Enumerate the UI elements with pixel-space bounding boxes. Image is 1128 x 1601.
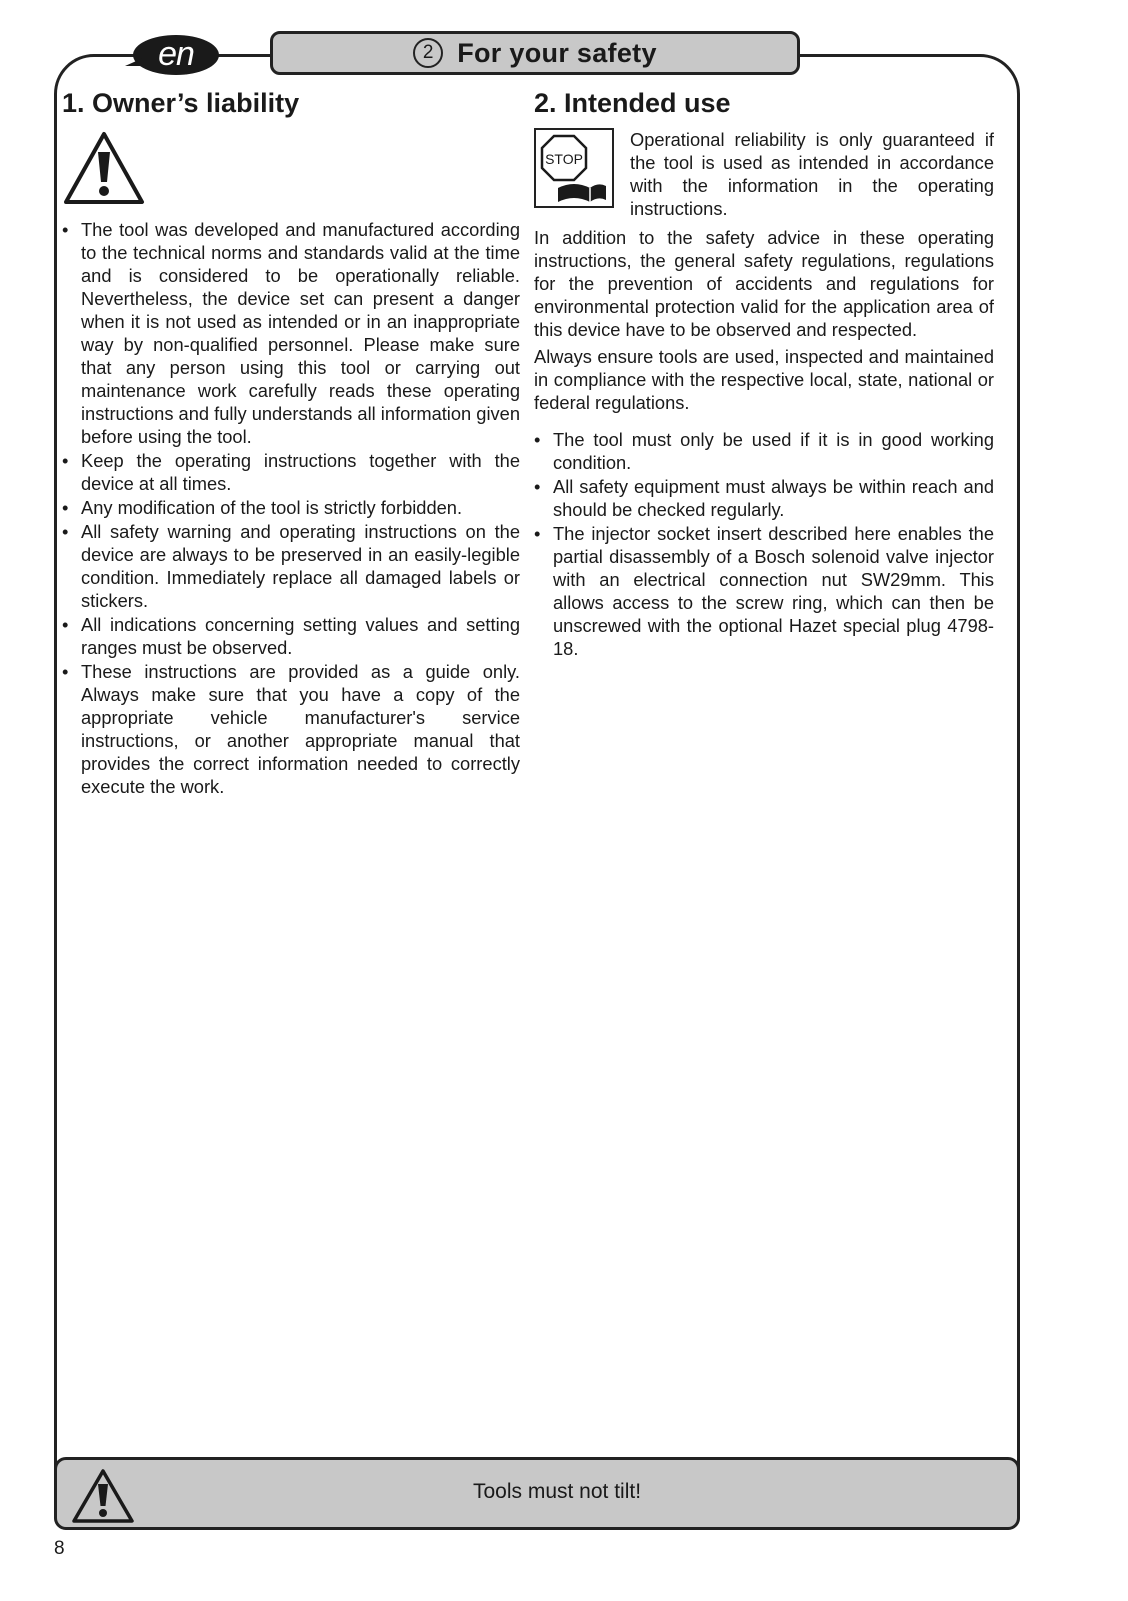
- section-title: For your safety: [457, 37, 657, 68]
- language-badge-tail: [125, 58, 143, 66]
- tilt-warning-bar: [54, 1457, 1020, 1530]
- list-item: • These instructions are provided as a guide only. Always make sure that you have a copy of the appropriate vehicle manufacturer's service instructions, or another appropriate manual that provides the correct information needed to correctly execute the work.: [62, 660, 520, 798]
- list-item: • The tool was developed and manufactured according to the technical norms and standards valid at the time and is considered to be operationally reliable. Nevertheless, the device set can present a danger when it is not used as intended or in an inappropriate way by non-qualified personnel. Please make sure that any person using this tool or carrying out maintenance work carefully reads these operating instructions and fully understands all information given before using the tool.: [62, 218, 520, 448]
- list-item: • The tool must only be used if it is in good working condition.: [534, 428, 994, 474]
- owners-liability-list: [62, 218, 520, 798]
- intended-use-paragraph: Always ensure tools are used, inspected and maintained in compliance with the respective local, state, national or federal regulations.: [534, 346, 994, 413]
- section-number: 2: [413, 38, 443, 68]
- warning-triangle-icon: [62, 130, 146, 206]
- stop-sign-icon: [536, 130, 612, 206]
- list-item: • All indications concerning setting values and setting ranges must be observed.: [62, 613, 520, 659]
- list-item: • Any modification of the tool is strictly forbidden.: [62, 496, 520, 519]
- stop-manual-icon: [534, 128, 614, 208]
- list-item: • All safety equipment must always be within reach and should be checked regularly.: [534, 475, 994, 521]
- right-column: [534, 88, 994, 661]
- list-item: • The injector socket insert described here enables the partial disassembly of a Bosch solenoid valve injector with an electrical connection nut SW29mm. This allows access to the screw ring, which can then be unscrewed with the optional Hazet special plug 4798-18.: [534, 522, 994, 660]
- language-code: en: [158, 35, 194, 73]
- intended-use-heading: 2. Intended use: [534, 88, 731, 118]
- tilt-warning-text: Tools must not tilt!: [472, 1480, 642, 1503]
- section-title-bar: [270, 31, 800, 75]
- page-number: 8: [54, 1538, 65, 1559]
- intended-use-list: [534, 428, 994, 660]
- intended-use-paragraph: In addition to the safety advice in these operating instructions, the general safety regulations, regulations for the prevention of accidents and regulations for environmental protection valid for the application area of this device have to be observed and respected.: [534, 227, 994, 340]
- language-badge: [133, 35, 219, 75]
- list-item: • All safety warning and operating instructions on the device are always to be preserved in an easily-legible condition. Immediately replace all damaged labels or stickers.: [62, 520, 520, 612]
- owners-liability-heading: 1. Owner’s liability: [62, 88, 300, 118]
- stop-notice: [534, 128, 994, 220]
- stop-sign-label: STOP: [545, 151, 583, 167]
- left-column: [62, 88, 520, 799]
- list-item: • Keep the operating instructions together with the device at all times.: [62, 449, 520, 495]
- intended-use-intro: Operational reliability is only guaranteed if the tool is used as intended in accordance with the information in the operating instructions.: [630, 129, 994, 219]
